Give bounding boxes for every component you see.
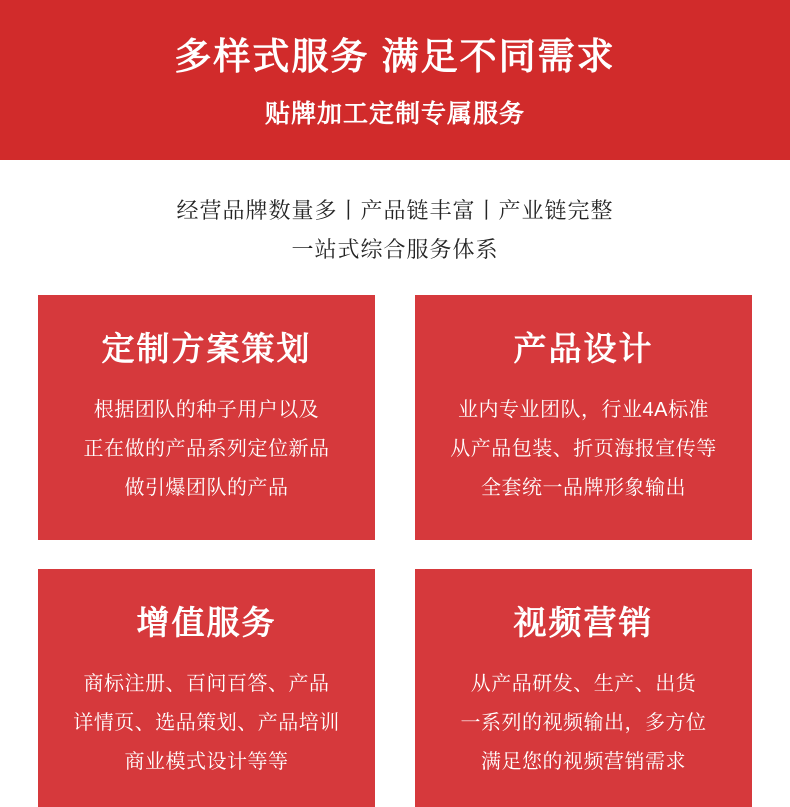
service-card-line: 正在做的产品系列定位新品 — [83, 437, 330, 460]
service-card-line: 满足您的视频营销需求 — [481, 750, 686, 773]
service-card — [415, 295, 752, 540]
service-card — [415, 569, 752, 807]
service-card — [38, 295, 375, 540]
intro-line-1: 经营品牌数量多丨产品链丰富丨产业链完整 — [176, 198, 614, 223]
service-card-line: 商标注册、百问百答、产品 — [83, 672, 330, 695]
header-banner — [0, 0, 790, 160]
service-card-title: 产品设计 — [513, 330, 654, 367]
service-card-line: 根据团队的种子用户以及 — [93, 398, 320, 421]
intro-block — [0, 160, 790, 269]
intro-line-2: 一站式综合服务体系 — [291, 236, 499, 262]
service-card-line: 一系列的视频输出，多方位 — [460, 711, 707, 734]
service-card-line: 详情页、选品策划、产品培训 — [73, 711, 340, 734]
service-card-line: 全套统一品牌形象输出 — [481, 476, 686, 499]
service-card-grid — [38, 295, 752, 807]
banner-title: 多样式服务 满足不同需求 — [174, 35, 616, 77]
service-card-line: 从产品包装、折页海报宣传等 — [450, 437, 717, 460]
service-card-title: 增值服务 — [136, 604, 277, 641]
service-card-title: 定制方案策划 — [101, 330, 312, 367]
banner-subtitle: 贴牌加工定制专属服务 — [264, 100, 525, 129]
service-card-line: 从产品研发、生产、出货 — [470, 672, 697, 695]
service-card-line: 业内专业团队，行业4A标准 — [458, 398, 709, 421]
service-card-title: 视频营销 — [513, 604, 654, 641]
service-card-line: 商业模式设计等等 — [124, 750, 289, 773]
service-card-line: 做引爆团队的产品 — [124, 476, 289, 499]
service-card — [38, 569, 375, 807]
